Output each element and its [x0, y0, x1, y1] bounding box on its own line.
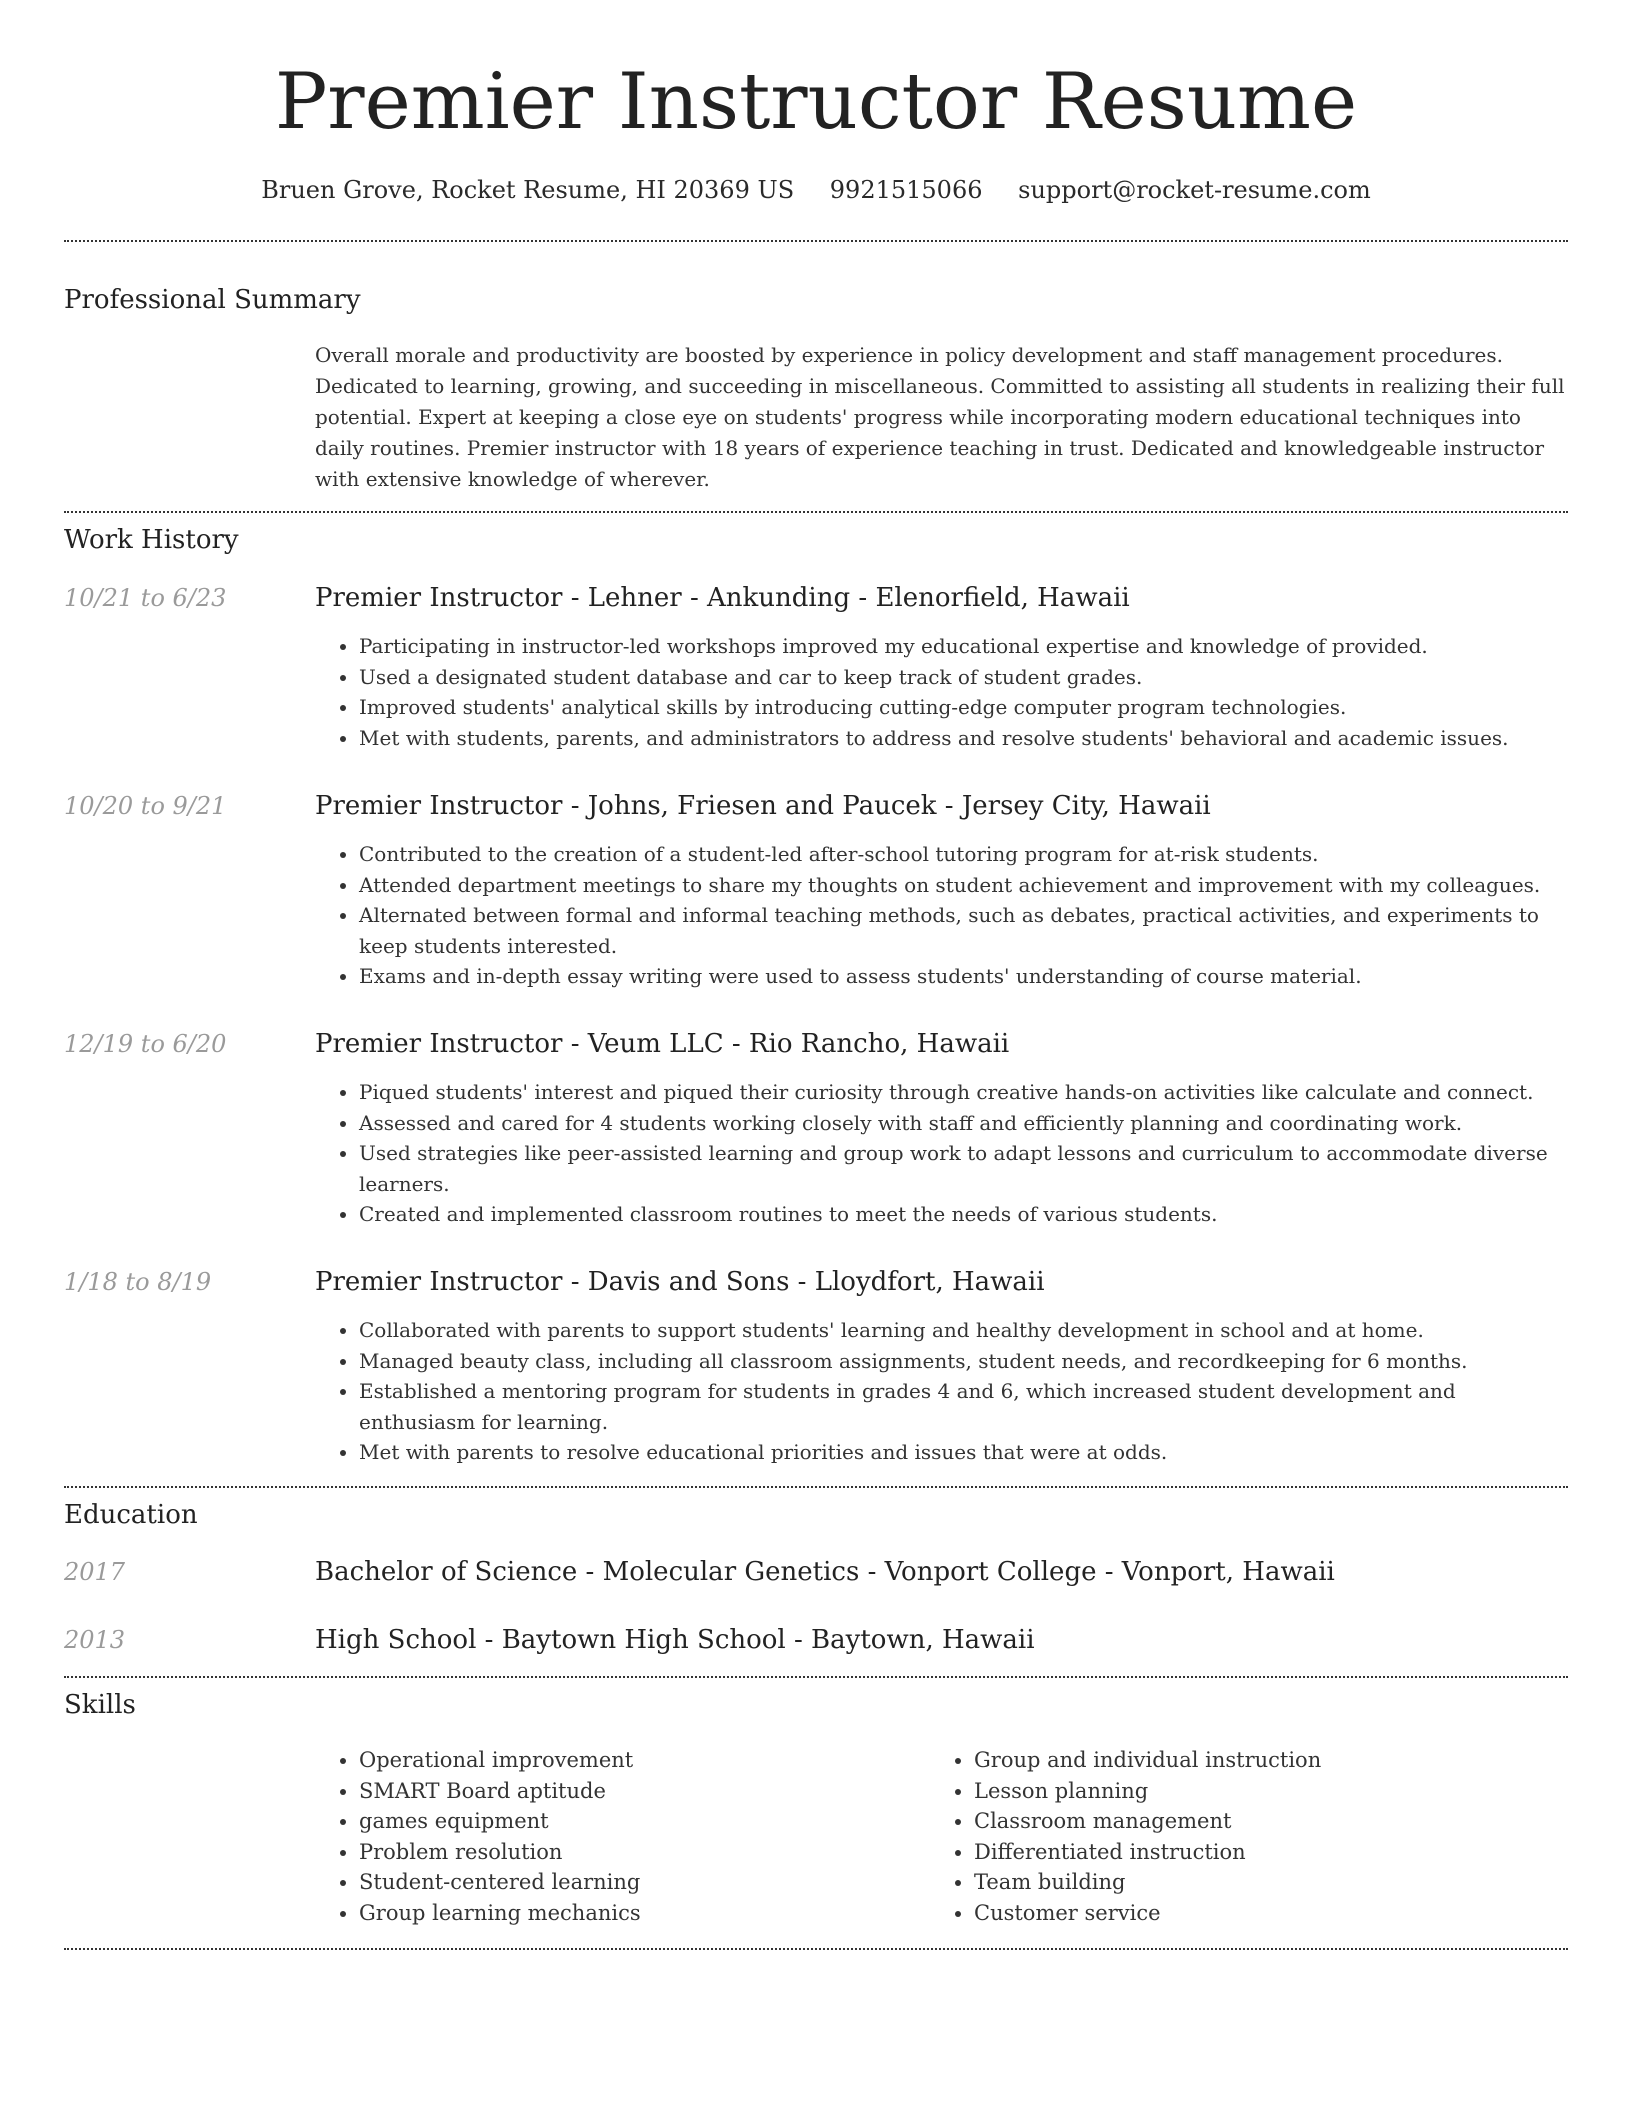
education-title: High School - Baytown High School - Baytown, Hawaii — [315, 1625, 1035, 1655]
list-item: • Student-centered learning — [359, 1867, 929, 1898]
job-bullets — [315, 839, 1568, 992]
list-item: • Managed beauty class, including all classroom assignments, student needs, and recordkeeping for 6 months. — [359, 1346, 1568, 1377]
job-bullets — [315, 1077, 1568, 1230]
divider — [64, 1486, 1568, 1488]
list-item: • Alternated between formal and informal teaching methods, such as debates, practical activities, and experiments to keep students interested. — [359, 900, 1568, 961]
education-date: 2017 — [64, 1558, 126, 1586]
divider — [64, 511, 1568, 513]
list-item: • Used strategies like peer-assisted learning and group work to adapt lessons and curriculum to accommodate diverse learners. — [359, 1138, 1568, 1199]
list-item: • Established a mentoring program for students in grades 4 and 6, which increased student development and enthusiasm for learning. — [359, 1376, 1568, 1437]
job-title: Premier Instructor - Johns, Friesen and Paucek - Jersey City, Hawaii — [315, 791, 1211, 821]
resume-title: Premier Instructor Resume — [274, 57, 1358, 147]
list-item: • Problem resolution — [359, 1837, 929, 1868]
list-item: • Improved students' analytical skills by introducing cutting-edge computer program technologies. — [359, 692, 1568, 723]
contact-address: Bruen Grove, Rocket Resume, HI 20369 US — [261, 176, 795, 204]
contact-line — [64, 170, 1568, 210]
list-item: • Collaborated with parents to support students' learning and healthy development in school and at home. — [359, 1315, 1568, 1346]
section-heading-skills: Skills — [64, 1690, 136, 1720]
job-date: 12/19 to 6/20 — [64, 1030, 227, 1058]
divider — [64, 1948, 1568, 1950]
summary-text: Overall morale and productivity are boosted by experience in policy development and staff management procedures. Dedicated to learning, growing, and succeeding in miscellaneous. Committed to assisting all students in realizing their full potential. Expert at keeping a close eye on students' progress while incorporating modern educational techniques into daily routines. Premier instructor with 18 years of experience teaching in trust. Dedicated and knowledgeable instructor with extensive knowledge of wherever. — [315, 343, 1565, 491]
job-date: 1/18 to 8/19 — [64, 1268, 212, 1296]
list-item: • Created and implemented classroom routines to meet the needs of various students. — [359, 1199, 1568, 1230]
list-item: • Attended department meetings to share my thoughts on student achievement and improvement with my colleagues. — [359, 870, 1568, 901]
job-title: Premier Instructor - Davis and Sons - Lloydfort, Hawaii — [315, 1267, 1045, 1297]
contact-phone: 9921515066 — [829, 176, 983, 204]
list-item: • SMART Board aptitude — [359, 1776, 929, 1807]
skills-list-right — [930, 1745, 1544, 1928]
list-item: • Met with parents to resolve educational priorities and issues that were at odds. — [359, 1437, 1568, 1468]
list-item: • Assessed and cared for 4 students working closely with staff and efficiently planning and coordinating work. — [359, 1108, 1568, 1139]
list-item: • games equipment — [359, 1806, 929, 1837]
list-item: • Used a designated student database and car to keep track of student grades. — [359, 662, 1568, 693]
list-item: • Lesson planning — [974, 1776, 1544, 1807]
list-item: • Group and individual instruction — [974, 1745, 1544, 1776]
section-heading-summary: Professional Summary — [64, 285, 361, 315]
section-heading-education: Education — [64, 1500, 198, 1530]
divider — [64, 1676, 1568, 1678]
contact-email: support@rocket-resume.com — [1018, 176, 1371, 204]
job-title: Premier Instructor - Veum LLC - Rio Rancho, Hawaii — [315, 1029, 1010, 1059]
job-date: 10/20 to 9/21 — [64, 792, 227, 820]
divider — [64, 240, 1568, 242]
list-item: • Contributed to the creation of a student-led after-school tutoring program for at-risk students. — [359, 839, 1568, 870]
job-date: 10/21 to 6/23 — [64, 584, 227, 612]
list-item: • Differentiated instruction — [974, 1837, 1544, 1868]
list-item: • Customer service — [974, 1898, 1544, 1929]
job-title: Premier Instructor - Lehner - Ankunding - Elenorfield, Hawaii — [315, 583, 1130, 613]
job-bullets — [315, 1315, 1568, 1468]
list-item: • Met with students, parents, and administrators to address and resolve students' behavioral and academic issues. — [359, 723, 1568, 754]
list-item: • Classroom management — [974, 1806, 1544, 1837]
list-item: • Exams and in-depth essay writing were used to assess students' understanding of course material. — [359, 961, 1568, 992]
education-date: 2013 — [64, 1626, 126, 1654]
job-bullets — [315, 631, 1568, 753]
section-heading-work-history: Work History — [64, 525, 239, 555]
skills-list-left — [315, 1745, 929, 1928]
list-item: • Group learning mechanics — [359, 1898, 929, 1929]
list-item: • Team building — [974, 1867, 1544, 1898]
list-item: • Operational improvement — [359, 1745, 929, 1776]
list-item: • Participating in instructor-led workshops improved my educational expertise and knowledge of provided. — [359, 631, 1568, 662]
list-item: • Piqued students' interest and piqued their curiosity through creative hands-on activities like calculate and connect. — [359, 1077, 1568, 1108]
education-title: Bachelor of Science - Molecular Genetics - Vonport College - Vonport, Hawaii — [315, 1557, 1335, 1587]
